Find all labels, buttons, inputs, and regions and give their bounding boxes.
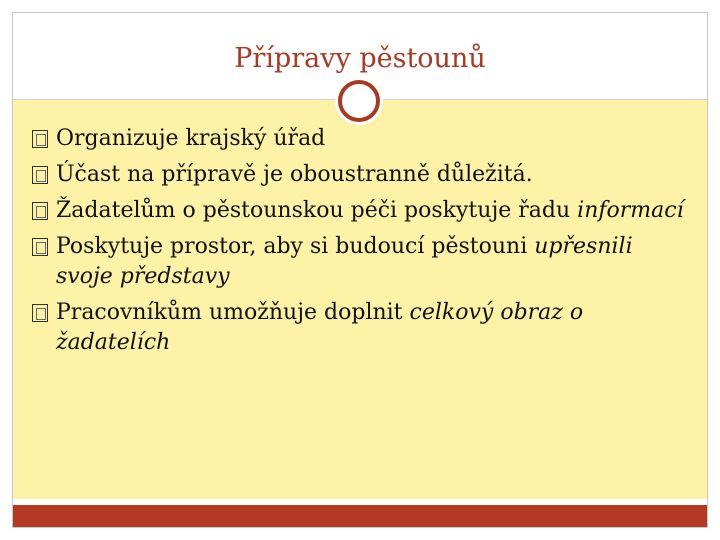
bullet-item: [32, 298, 692, 358]
bullet-text-italic: celkový obraz o žadatelích: [56, 300, 584, 355]
bullet-text-italic: upřesnili svoje představy: [56, 234, 633, 289]
bullet-item: [32, 196, 692, 226]
bottom-accent-bar: [13, 505, 707, 527]
bullet-text: Žadatelům o pěstounskou péči poskytuje řadu: [56, 198, 578, 223]
bullet-item: [32, 124, 692, 154]
bullet-text-italic: informací: [577, 198, 684, 223]
missing-glyph-bullet-icon: [32, 238, 48, 256]
bullet-text: Účast na přípravě je oboustranně důležitá.: [56, 162, 533, 187]
circle-ornament-icon: [338, 80, 380, 122]
bullet-text: Organizuje krajský úřad: [56, 126, 326, 151]
missing-glyph-bullet-icon: [32, 304, 48, 322]
bullet-item: [32, 160, 692, 190]
missing-glyph-bullet-icon: [32, 130, 48, 148]
missing-glyph-bullet-icon: [32, 166, 48, 184]
bullet-text: Pracovníkům umožňuje doplnit: [56, 300, 410, 325]
bullet-item: [32, 232, 692, 292]
bullet-list: [32, 124, 692, 364]
slide-title: Přípravy pěstounů: [234, 43, 486, 74]
bullet-text: Poskytuje prostor, aby si budoucí pěstouni: [56, 234, 535, 259]
missing-glyph-bullet-icon: [32, 202, 48, 220]
